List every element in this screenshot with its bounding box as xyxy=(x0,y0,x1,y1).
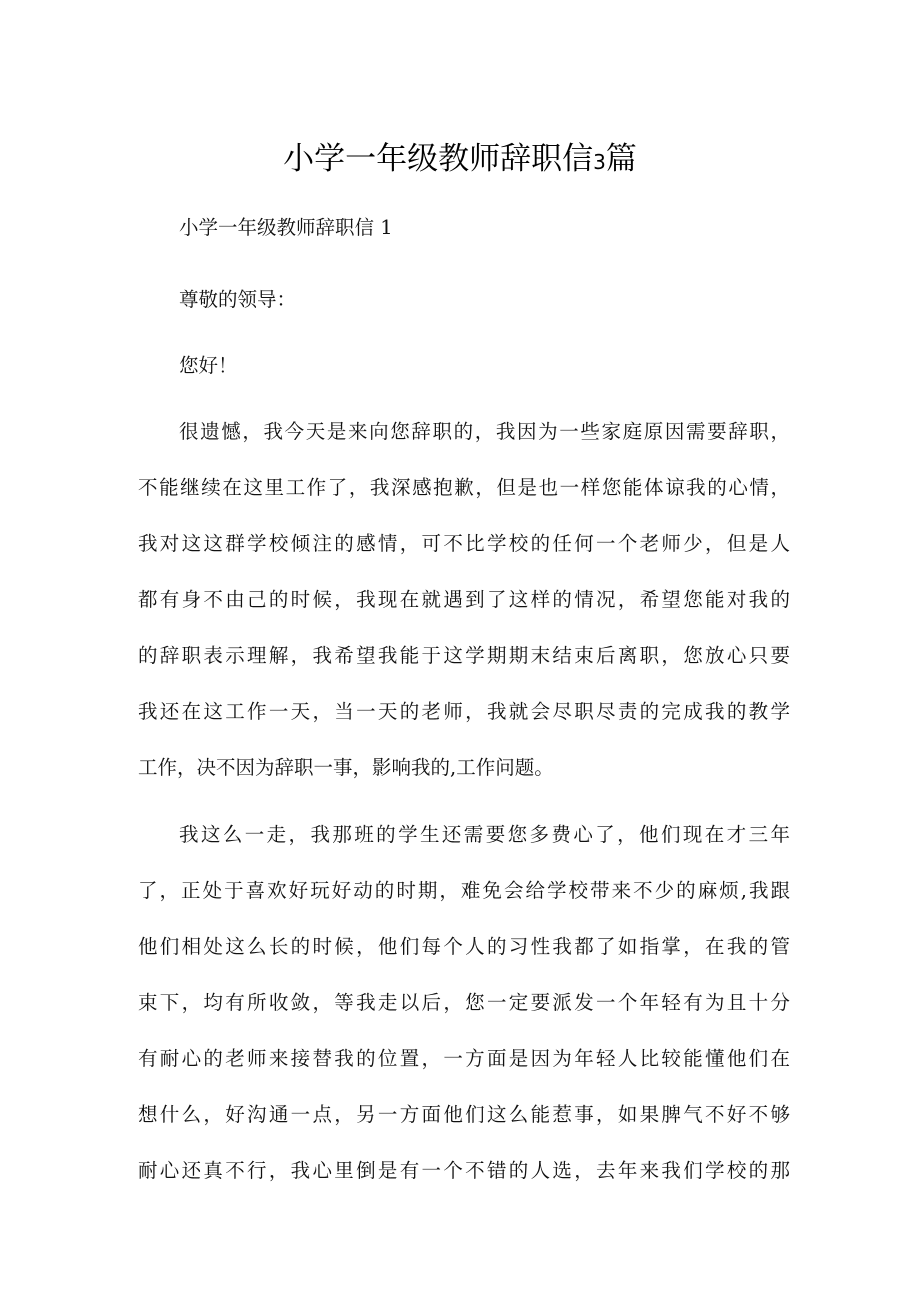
greeting: 您好！ xyxy=(179,354,238,377)
document-title xyxy=(0,133,920,188)
paragraph-line: 了，正处于喜欢好玩好动的时期，难免会给学校带来不少的麻烦,我跟 xyxy=(138,879,790,902)
letter-subtitle: 小学一年级教师辞职信 1 xyxy=(179,216,393,239)
paragraph-line: 很遗憾，我今天是来向您辞职的，我因为一些家庭原因需要辞职， xyxy=(179,420,790,443)
paragraph-line: 不能继续在这里工作了，我深感抱歉，但是也一样您能体谅我的心情， xyxy=(138,476,790,499)
paragraph-line: 我对这这群学校倾注的感情，可不比学校的任何一个老师少，但是人 xyxy=(138,532,790,555)
paragraph-line: 想什么，好沟通一点，另一方面他们这么能惹事，如果脾气不好不够 xyxy=(138,1103,790,1126)
paragraph-line: 有耐心的老师来接替我的位置，一方面是因为年轻人比较能懂他们在 xyxy=(138,1047,790,1070)
title-main: 小学一年级教师辞职信 xyxy=(283,141,594,177)
paragraph-line: 我还在这工作一天，当一天的老师，我就会尽职尽责的完成我的教学 xyxy=(138,700,790,723)
paragraph-line: 都有身不由己的时候，我现在就遇到了这样的情况，希望您能对我的 xyxy=(138,588,790,611)
paragraph-line: 工作，决不因为辞职一事，影响我的,工作问题。 xyxy=(138,756,554,779)
title-suffix: 篇 xyxy=(605,141,637,177)
title-number: 3 xyxy=(593,150,606,174)
paragraph-line: 的辞职表示理解，我希望我能于这学期期末结束后离职，您放心只要 xyxy=(138,644,790,667)
paragraph-line: 我这么一走，我那班的学生还需要您多费心了，他们现在才三年 xyxy=(179,823,790,846)
paragraph-line: 束下，均有所收敛，等我走以后，您一定要派发一个年轻有为且十分 xyxy=(138,991,790,1014)
paragraph-line: 耐心还真不行，我心里倒是有一个不错的人选，去年来我们学校的那 xyxy=(138,1159,790,1182)
paragraph-line: 他们相处这么长的时候，他们每个人的习性我都了如指掌，在我的管 xyxy=(138,935,790,958)
salutation: 尊敬的领导： xyxy=(179,288,297,311)
